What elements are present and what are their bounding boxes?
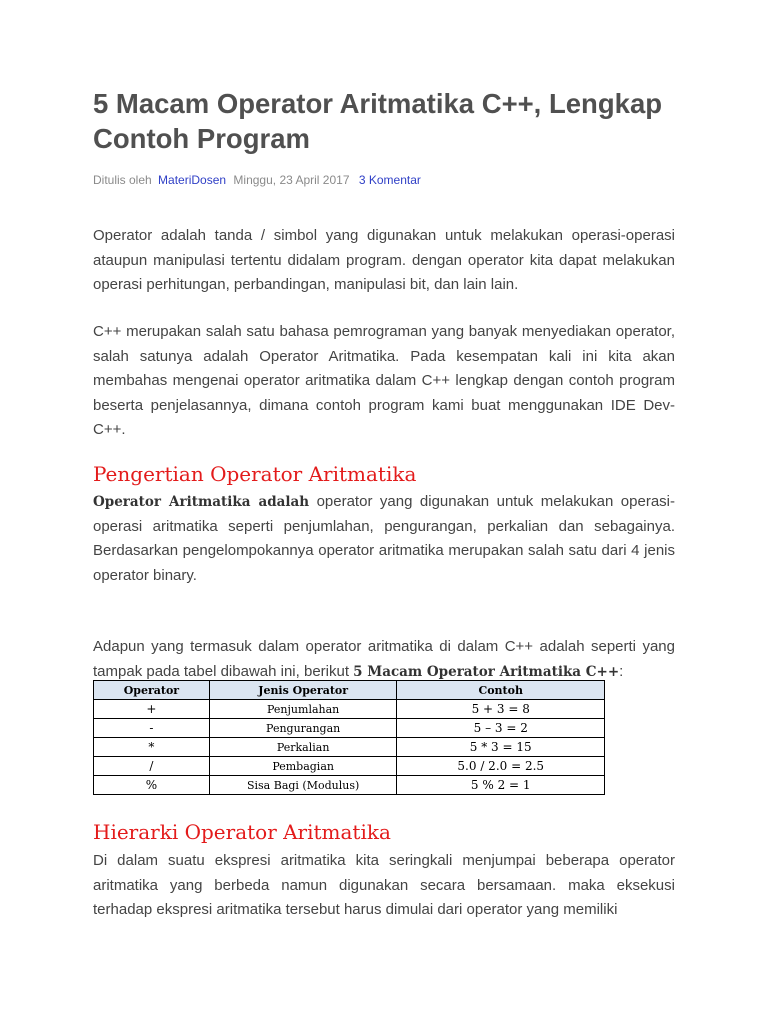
written-by-label: Ditulis oleh (93, 173, 152, 187)
table-intro-paragraph (93, 635, 675, 684)
operator-type-cell: Penjumlahan (209, 700, 397, 719)
author-link[interactable]: MateriDosen (158, 173, 227, 187)
operator-cell: + (94, 700, 210, 719)
article-meta (93, 173, 675, 187)
table-row (94, 757, 605, 776)
article-title: 5 Macam Operator Aritmatika C++, Lengkap Contoh Program (93, 88, 663, 154)
table-row (94, 738, 605, 757)
table-row (94, 700, 605, 719)
example-cell: 5 % 2 = 1 (397, 776, 605, 795)
operator-table (93, 680, 605, 795)
intro-paragraph-1: Operator adalah tanda / simbol yang digunakan untuk melakukan operasi-operasi ataupun manipulasi tertentu didalam program. dengan operator kita dapat melakukan operasi perhitungan, perbandingan, manipulasi bit, dan lain lain. (93, 227, 675, 293)
operator-cell: - (94, 719, 210, 738)
operator-type-cell: Pengurangan (209, 719, 397, 738)
operator-type-cell: Pembagian (209, 757, 397, 776)
example-cell: 5 – 3 = 2 (397, 719, 605, 738)
definition-paragraph (93, 490, 675, 588)
operator-cell: % (94, 776, 210, 795)
operator-type-cell: Sisa Bagi (Modulus) (209, 776, 397, 795)
table-intro-bold: 5 Macam Operator Aritmatika C++ (353, 663, 620, 680)
example-cell: 5 * 3 = 15 (397, 738, 605, 757)
table-header-row (94, 681, 605, 700)
table-row (94, 719, 605, 738)
operator-cell: / (94, 757, 210, 776)
example-cell: 5.0 / 2.0 = 2.5 (397, 757, 605, 776)
table-row (94, 776, 605, 795)
table-header-cell: Contoh (397, 681, 605, 700)
table-intro-text: Adapun yang termasuk dalam operator aritmatika di dalam C++ adalah seperti yang tampak pada tabel dibawah ini, berikut (93, 638, 675, 680)
definition-text: operator yang digunakan untuk melakukan operasi-operasi aritmatika seperti penjumlahan, pengurangan, perkalian dan sebagainya. Berdasarkan pengelompokannya operator aritmatika merupakan salah satu dari 4 jenis operator binary. (93, 493, 675, 584)
operator-cell: * (94, 738, 210, 757)
section-heading-hierarki: Hierarki Operator Aritmatika (93, 820, 391, 844)
example-cell: 5 + 3 = 8 (397, 700, 605, 719)
comments-link[interactable]: 3 Komentar (358, 173, 421, 187)
hierarchy-paragraph: Di dalam suatu ekspresi aritmatika kita seringkali menjumpai beberapa operator aritmatika yang berbeda namun digunakan secara bersamaan. maka eksekusi terhadap ekspresi aritmatika tersebut harus dimulai dari operator yang memiliki (93, 852, 675, 918)
section-heading-pengertian: Pengertian Operator Aritmatika (93, 462, 417, 486)
table-header-cell: Jenis Operator (209, 681, 397, 700)
definition-lead: Operator Aritmatika adalah (93, 494, 310, 510)
table-intro-end: : (619, 662, 624, 680)
operator-type-cell: Perkalian (209, 738, 397, 757)
table-header-cell: Operator (94, 681, 210, 700)
post-date: Minggu, 23 April 2017 (233, 173, 350, 187)
intro-paragraph-2: C++ merupakan salah satu bahasa pemrograman yang banyak menyediakan operator, salah satunya adalah Operator Aritmatika. Pada kesempatan kali ini kita akan membahas mengenai operator aritmatika dalam C++ lengkap dengan contoh program beserta penjelasannya, dimana contoh program kami buat menggunakan IDE Dev-C++. (93, 323, 675, 438)
